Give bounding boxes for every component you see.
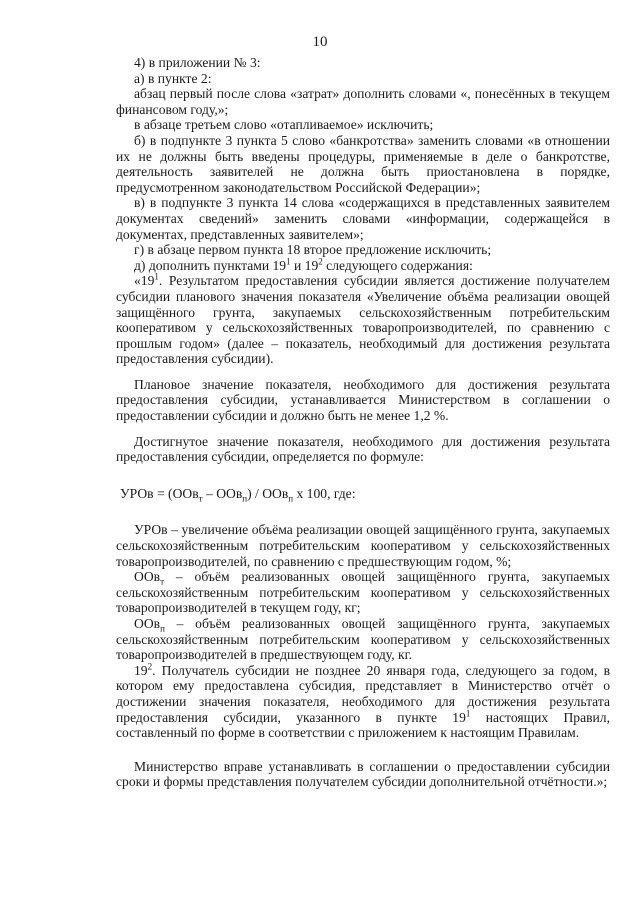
formula-term: ООв <box>172 485 199 501</box>
definition-term: ООв <box>134 616 161 631</box>
text-fragment: д) дополнить пунктами 19 <box>134 257 287 273</box>
paragraph: Достигнутое значение показателя, необходимого для достижения результата предоставления субсидии, определяется по формуле: <box>116 433 610 465</box>
paragraph-19-1 <box>116 273 610 367</box>
paragraph: б) в подпункте 3 пункта 5 слово «банкротства» заменить словами «в отношении их не должны быть введены процедуры, применяемые в деле о банкротстве, деятельность заявителей не должна быть приостановлена в порядке, предусмотренном законодательством Российской Федерации»; <box>116 132 610 195</box>
formula <box>116 486 610 502</box>
formula-op: х 100, где: <box>293 485 356 501</box>
paragraph-19-2 <box>116 663 610 741</box>
subscript: п <box>288 493 294 504</box>
formula-op: ) / <box>247 485 263 501</box>
paragraph: в) в подпункте 3 пункта 14 слова «содержащихся в представленных заявителем документах сведений» заменить словами «информации, содержащейся в документах, представленных заявителем»; <box>116 195 610 242</box>
subscript: т <box>160 576 164 587</box>
superscript: 2 <box>318 256 323 267</box>
subscript: п <box>242 493 248 504</box>
paragraph: Плановое значение показателя, необходимого для достижения результата предоставления субсидии, устанавливается Министерством в соглашении о предоставлении субсидии и должно быть не менее 1,2 %. <box>116 376 610 424</box>
definition-uro <box>116 522 610 569</box>
text-fragment: настоящих Правил, составленный по форме в соответствии с приложением к настоящим Правилам. <box>116 709 610 741</box>
clause-number: «19 <box>134 273 155 289</box>
definition-term: ООв <box>134 569 161 585</box>
superscript: 1 <box>286 256 291 267</box>
paragraph: абзац первый после слова «затрат» дополнить словами «, понесённых в текущем финансовом году,»; <box>116 86 610 117</box>
definition-oot <box>116 569 610 616</box>
paragraph: Министерство вправе устанавливать в соглашении о предоставлении субсидии сроки и формы представления получателем субсидии дополнительной отчётности.»; <box>116 758 610 790</box>
text-fragment: следующего содержания: <box>322 257 473 273</box>
superscript: 1 <box>465 708 471 719</box>
page-number: 10 <box>312 34 328 50</box>
definition-oop <box>116 616 610 663</box>
paragraph: а) в пункте 2: <box>134 70 212 86</box>
paragraph: г) в абзаце первом пункта 18 второе предложение исключить; <box>134 242 492 258</box>
subscript: п <box>160 623 165 634</box>
paragraph: 4) в приложении № 3: <box>134 55 261 70</box>
formula-term: ООв <box>216 485 243 501</box>
formula-op: – <box>202 485 217 501</box>
superscript: 1 <box>154 271 159 282</box>
subscript: т <box>198 493 203 504</box>
formula-term: УРОв <box>120 485 154 501</box>
document-body <box>116 55 610 790</box>
definition-term: УРОв <box>134 522 168 538</box>
text-fragment: Результатом предоставления субсидии является достижение получателем субсидии планового значения показателя «Увеличение объёма реализации овощей защищённого грунта, закупаемых сельскохозяйственным потребительским кооперативом у сельскохозяйственных товаропроизводителей, по сравнению с прошлым годом» (далее – показатель, необходимый для достижения результата предоставления субсидии). <box>116 273 610 367</box>
superscript: 2 <box>147 661 153 672</box>
definition-text: – увеличение объёма реализации овощей защищённого грунта, закупаемых сельскохозяйственным потребительским кооперативом у сельскохозяйственных товаропроизводителей, по сравнению с предшествующим годом, %; <box>116 522 610 569</box>
text-fragment: . Получатель субсидии не позднее 20 января года, следующего за годом, в котором ему предоставлена субсидия, представляет в Министерство отчёт о достижении значения показателя, необходимого для достижения результата предоставления субсидии, указанного в пункте 19 <box>116 662 610 725</box>
formula-op: = ( <box>153 485 173 501</box>
text-fragment: . <box>158 273 163 289</box>
paragraph <box>116 258 610 274</box>
definition-text: – объём реализованных овощей защищённого грунта, закупаемых сельскохозяйственным потребительским кооперативом у сельскохозяйственных товаропроизводителей в текущем году, кг; <box>116 569 610 616</box>
clause-number: 19 <box>134 662 148 678</box>
text-fragment: и 19 <box>290 257 319 273</box>
paragraph: в абзаце третьем слово «отапливаемое» исключить; <box>134 117 434 133</box>
definition-text: – объём реализованных овощей защищённого грунта, закупаемых сельскохозяйственным потребительским кооперативом у сельскохозяйственных товаропроизводителей в предшествующем году, кг. <box>116 616 610 663</box>
formula-term: ООв <box>262 485 289 501</box>
